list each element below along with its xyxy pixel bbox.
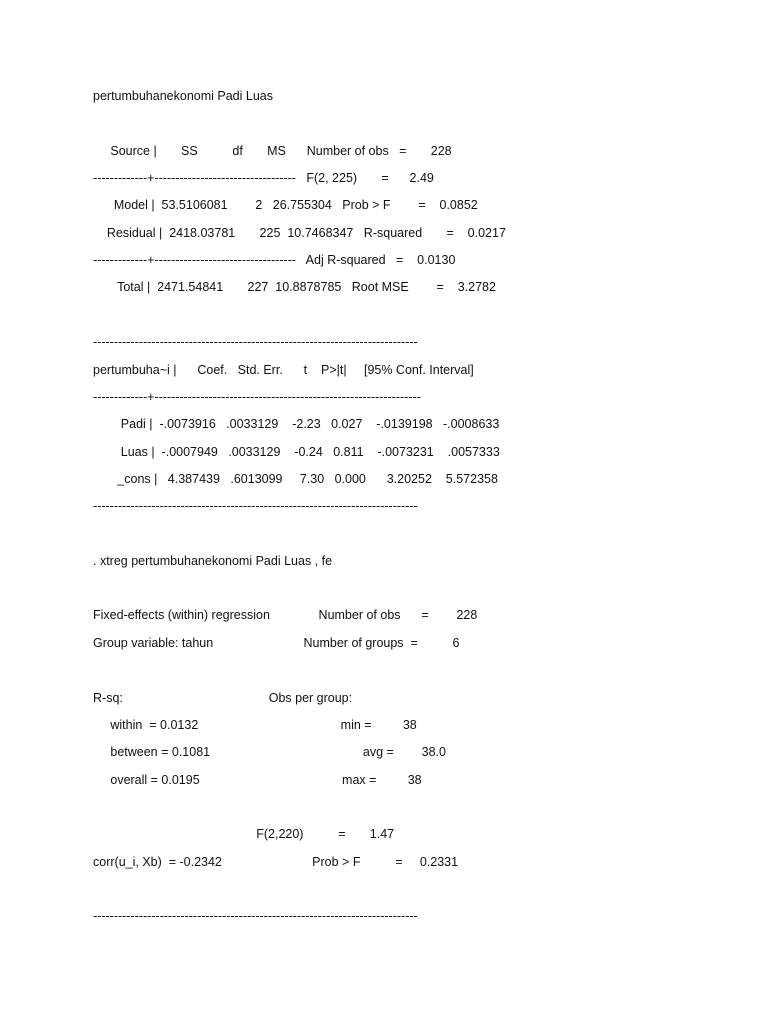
fe-f-stat-row: F(2,220) = 1.47 xyxy=(93,827,395,841)
document-title: pertumbuhanekonomi Padi Luas xyxy=(93,89,273,103)
coef-rule-top: ------------------------------------------------------------------------------ xyxy=(93,335,418,349)
fe-group-row: Group variable: tahun Number of groups = 6 xyxy=(93,636,460,650)
fe-corr-row: corr(u_i, Xb) = -0.2342 Prob > F = 0.2331 xyxy=(93,855,459,869)
coef-padi-row: Padi | -.0073916 .0033129 -2.23 0.027 -.0139198 -.0008633 xyxy=(93,417,500,431)
coef-cons-row: _cons | 4.387439 .6013099 7.30 0.000 3.20252 5.572358 xyxy=(93,472,498,486)
fe-overall-row: overall = 0.0195 max = 38 xyxy=(93,773,422,787)
fe-between-row: between = 0.1081 avg = 38.0 xyxy=(93,745,446,759)
fe-rule: ------------------------------------------------------------------------------ xyxy=(93,909,418,923)
xtreg-command: . xtreg pertumbuhanekonomi Padi Luas , fe xyxy=(93,554,333,568)
anova-total-row: Total | 2471.54841 227 10.8878785 Root MSE = 3.2782 xyxy=(93,280,496,294)
anova-residual-row: Residual | 2418.03781 225 10.7468347 R-squared = 0.0217 xyxy=(93,226,506,240)
fe-rsq-row: R-sq: Obs per group: xyxy=(93,691,353,705)
coef-rule-bottom: ------------------------------------------------------------------------------ xyxy=(93,499,418,513)
anova-header-row: Source | SS df MS Number of obs = 228 xyxy=(93,144,452,158)
fe-within-row: within = 0.0132 min = 38 xyxy=(93,718,417,732)
coef-separator: -------------+---------------------------------------------------------------- xyxy=(93,390,421,404)
coef-header-row: pertumbuha~i | Coef. Std. Err. t P>|t| [95% Conf. Interval] xyxy=(93,363,474,377)
anova-separator: -------------+---------------------------------- F(2, 225) = 2.49 xyxy=(93,171,434,185)
fe-title-row: Fixed-effects (within) regression Number of obs = 228 xyxy=(93,608,478,622)
anova-separator: -------------+---------------------------------- Adj R-squared = 0.0130 xyxy=(93,253,456,267)
anova-model-row: Model | 53.5106081 2 26.755304 Prob > F = 0.0852 xyxy=(93,198,478,212)
coef-luas-row: Luas | -.0007949 .0033129 -0.24 0.811 -.0073231 .0057333 xyxy=(93,445,500,459)
